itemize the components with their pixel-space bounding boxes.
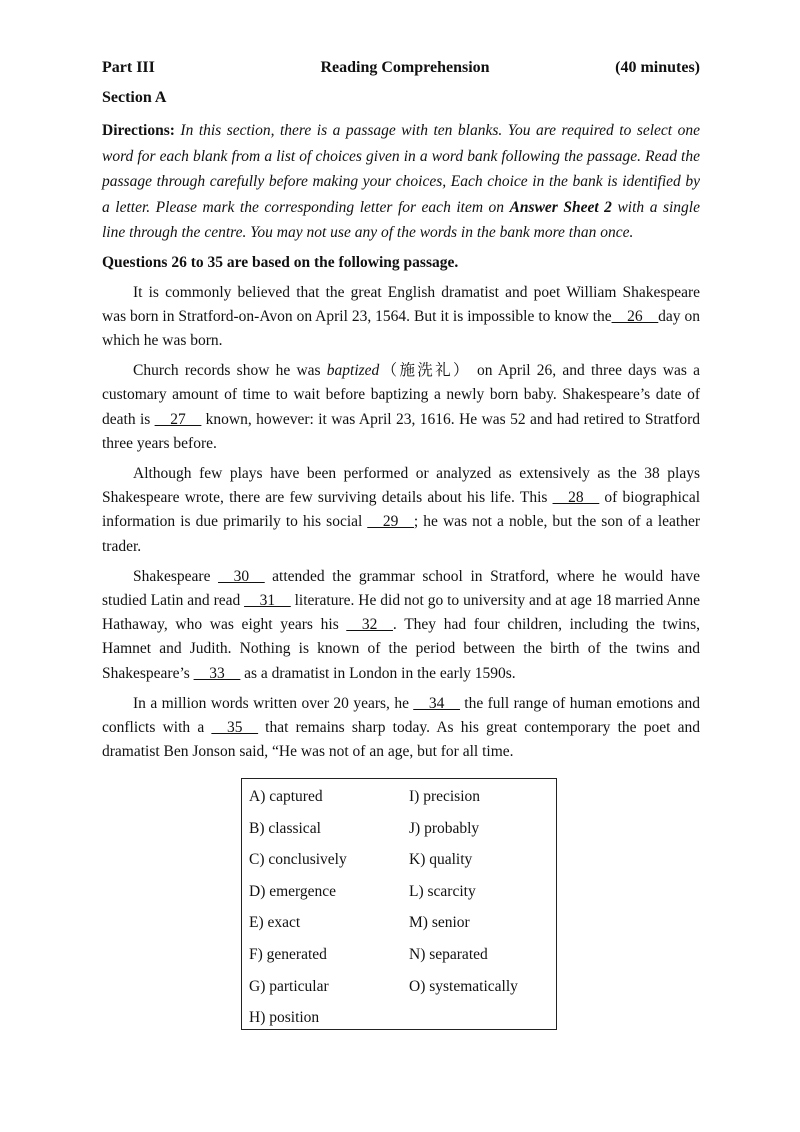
passage-paragraph-4 — [102, 565, 700, 686]
blank-31: __31__ — [244, 591, 291, 609]
word-bank-option: L) scarcity — [409, 882, 476, 900]
questions-line: Questions 26 to 35 are based on the following passage. — [102, 253, 459, 271]
p1-text-b: day on which he was born. — [102, 307, 700, 349]
time-limit: (40 minutes) — [615, 59, 700, 76]
word-bank-option: G) particular — [249, 977, 329, 995]
p2-text-b: on April 26, and three days was a customary amount of time to wait before baptizing a newly born baby. Shakespeare’s date of death is — [102, 362, 700, 428]
directions-label: Directions: — [102, 122, 175, 139]
p5-text-a: In a million words written over 20 years, he — [133, 694, 414, 712]
blank-30: __30__ — [218, 567, 265, 585]
word-bank-option: M) senior — [409, 914, 470, 932]
word-bank-grid — [249, 787, 559, 1040]
blank-32: __32__ — [346, 616, 393, 634]
word-bank-option: J) probably — [409, 819, 480, 837]
passage-paragraph-3 — [102, 462, 700, 559]
directions-text-1: In this section, there is a passage with ten blanks. You are required to select one word for each blank from a list of choices given in a word bank following the passage. Read the passage through carefully before making your choices, Each choice in the bank is identified by a letter. Please mark the corresponding letter for each item on — [102, 122, 700, 216]
passage-paragraph-2 — [102, 359, 700, 456]
section-heading: Section A — [102, 89, 167, 106]
exam-page — [102, 56, 701, 1027]
p4-text-e: as a dramatist in London in the early 1590s. — [240, 664, 516, 682]
p3-text-c: ; he was not a noble, but the son of a leather trader. — [102, 513, 700, 555]
word-bank-option: K) quality — [409, 851, 473, 869]
chinese-gloss: （施洗礼） — [379, 362, 471, 380]
blank-27: __27__ — [154, 410, 202, 428]
blank-29: __29__ — [367, 513, 414, 531]
word-bank — [241, 778, 557, 1030]
blank-35: __35__ — [211, 718, 258, 736]
part-label: Part III — [102, 59, 155, 76]
p2-text-c: known, however: it was April 23, 1616. He was 52 and had retired to Stratford three years before. — [102, 410, 701, 452]
part-title: Reading Comprehension — [320, 59, 490, 76]
word-bank-option: C) conclusively — [249, 851, 347, 869]
blank-34: __34__ — [413, 694, 460, 712]
passage-paragraph-5 — [102, 692, 700, 765]
blank-26: __26__ — [611, 307, 659, 325]
p4-text-d: . They had four children, including the twins, Hamnet and Judith. Nothing is known of the period between the birth of the twins and Shakespeare’s — [102, 616, 700, 682]
word-bank-option: H) position — [249, 1009, 320, 1027]
word-bank-option: N) separated — [409, 945, 488, 963]
p4-text-a: Shakespeare — [133, 567, 219, 585]
answer-sheet-ref: Answer Sheet 2 — [509, 198, 612, 216]
word-bank-option: F) generated — [249, 945, 327, 963]
p5-text-b: the full range of human emotions and conflicts with a — [102, 694, 700, 736]
blank-28: __28__ — [552, 489, 600, 507]
word-bank-option: A) captured — [249, 788, 323, 805]
p4-text-c: literature. He did not go to university and at age 18 married Anne Hathaway, who was eight years his — [102, 591, 700, 634]
p4-text-b: attended the grammar school in Stratford, where he would have studied Latin and read — [102, 567, 700, 609]
word-bank-empty-cell — [409, 1008, 559, 1040]
passage-paragraph-1 — [102, 281, 700, 354]
blank-33: __33__ — [193, 664, 241, 682]
word-bank-option: E) exact — [249, 914, 301, 932]
p1-text-a: It is commonly believed that the great English dramatist and poet William Shakespeare was born in Stratford-on-Avon on April 23, 1564. But it is impossible to know the — [102, 283, 700, 325]
directions-text-2: with a single line through the centre. You may not use any of the words in the bank more than once. — [102, 198, 700, 241]
word-bank-option: O) systematically — [409, 977, 518, 995]
part-header — [102, 56, 700, 80]
p3-text-b: of biographical information is due primarily to his social — [102, 489, 700, 531]
directions — [102, 118, 700, 246]
p2-text-a: Church records show he was — [133, 362, 327, 380]
p3-text-a: Although few plays have been performed or analyzed as extensively as the 38 plays Shakespeare wrote, there are few surviving details about his life. This — [102, 464, 700, 507]
baptized-word: baptized — [326, 362, 380, 380]
p5-text-c: that remains sharp today. As his great contemporary the poet and dramatist Ben Jonson said, “He was not of an age, but for all time. — [102, 718, 700, 761]
word-bank-option: I) precision — [409, 788, 481, 805]
word-bank-option: B) classical — [249, 819, 321, 837]
word-bank-option: D) emergence — [249, 882, 337, 900]
